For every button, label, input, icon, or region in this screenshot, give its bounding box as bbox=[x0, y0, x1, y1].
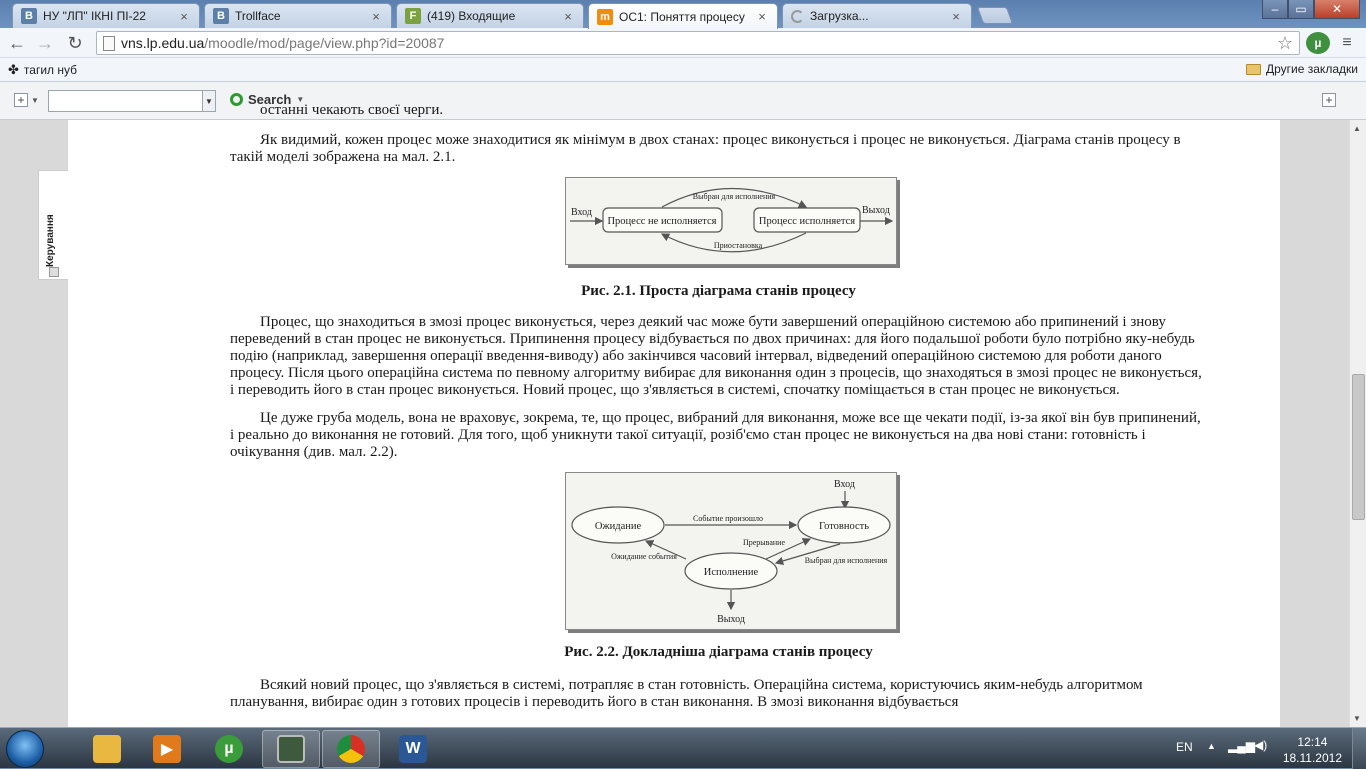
folder-icon bbox=[1246, 64, 1261, 75]
back-button[interactable]: ← bbox=[8, 32, 26, 53]
restore-button[interactable]: ▭ bbox=[1288, 0, 1314, 19]
taskbar-app-monitor[interactable] bbox=[262, 730, 320, 768]
new-tab-button[interactable] bbox=[977, 7, 1013, 24]
scroll-up-arrow[interactable]: ▲ bbox=[1353, 124, 1361, 133]
taskbar-app-media[interactable] bbox=[138, 730, 196, 768]
volume-icon[interactable]: ◀) bbox=[1254, 738, 1268, 752]
address-bar[interactable] bbox=[96, 31, 1300, 55]
bookmark-label: тагил нуб bbox=[23, 63, 77, 77]
moodle-icon: m bbox=[597, 9, 613, 25]
fig1-pause-label: Приостановка bbox=[713, 241, 763, 250]
side-block-tab[interactable] bbox=[38, 170, 68, 280]
fig2-event-label: Событие произошло bbox=[693, 514, 763, 523]
page-icon bbox=[103, 36, 115, 51]
tab-title: (419) Входящие bbox=[427, 9, 516, 23]
wrench-menu-icon[interactable]: ≡ bbox=[1342, 34, 1352, 51]
figure-frame bbox=[565, 472, 897, 630]
close-icon[interactable]: × bbox=[372, 8, 380, 24]
tab-title: Загрузка... bbox=[810, 9, 869, 23]
utorrent-icon: µ bbox=[215, 735, 243, 763]
fig2-interrupt-label: Прерывание bbox=[742, 538, 786, 547]
fig1-state-not-running-label: Процесс не исполняется bbox=[607, 216, 717, 227]
caption-2-1: Рис. 2.1. Проста діаграма станів процесу bbox=[581, 283, 856, 299]
cut-paragraph: останні чекають своєї черги. bbox=[260, 102, 444, 118]
forward-button[interactable]: → bbox=[36, 32, 54, 53]
windows-taskbar bbox=[0, 727, 1366, 768]
add-button[interactable]: + bbox=[14, 93, 28, 107]
add-button-right[interactable]: + bbox=[1322, 93, 1336, 107]
figure-2-2 bbox=[230, 472, 1207, 636]
other-bookmarks[interactable] bbox=[1246, 62, 1358, 76]
url-path: /moodle/mod/page/view.php?id=20087 bbox=[204, 35, 445, 51]
utorrent-extension-icon[interactable]: µ bbox=[1306, 32, 1330, 54]
fig2-state-ready-label: Готовность bbox=[818, 521, 870, 532]
tray-expand-icon[interactable]: ▲ bbox=[1207, 741, 1216, 751]
bookmark-label: Другие закладки bbox=[1266, 62, 1358, 76]
language-indicator[interactable]: EN bbox=[1176, 740, 1193, 754]
close-icon[interactable]: × bbox=[758, 9, 766, 24]
fig2-state-waiting-label: Ожидание bbox=[594, 521, 642, 532]
show-desktop-button[interactable] bbox=[1352, 728, 1366, 769]
reload-button[interactable]: ↻ bbox=[67, 32, 83, 53]
close-icon[interactable]: × bbox=[564, 8, 572, 24]
chrome-icon bbox=[337, 735, 365, 763]
tab-title: Trollface bbox=[235, 9, 281, 23]
fig1-dispatch-label: Выбран для исполнения bbox=[692, 192, 776, 201]
search-input[interactable] bbox=[48, 90, 204, 112]
tab-inbox[interactable] bbox=[396, 3, 584, 28]
tab-loading[interactable] bbox=[782, 3, 972, 28]
scroll-thumb[interactable] bbox=[1352, 374, 1365, 520]
tab-os1-active[interactable] bbox=[588, 3, 778, 29]
fig1-output-label: Выход bbox=[862, 205, 890, 216]
browser-toolbar bbox=[0, 28, 1366, 58]
monitor-icon bbox=[277, 735, 305, 763]
search-dropdown-button[interactable]: ▼ bbox=[202, 90, 216, 112]
puzzle-icon: ✤ bbox=[8, 62, 19, 77]
paragraph-3: Це дуже груба модель, вона не враховує, зокрема, те, що процес, вибраний для виконання, може все ще чекати події, із-за якої він був припинений, і реально до виконання не готовий. Для того, щоб уникнути такої ситуації, розіб'ємо стан процес не виконується на два нові стани: готовність і очікування (див. мал. 2.2). bbox=[230, 410, 1201, 460]
tab-strip bbox=[0, 0, 1366, 28]
paragraph-2: Процес, що знаходиться в змозі процес виконується, через деякий час може бути завершений операційною системою або припинений і знову переведений в стан процес не виконується. Припинення процесу відбувається по двох причинах: для його подальшої роботи було потрібно яку-небудь подію (наприклад, завершення операції введення-виводу) або закінчився часовий інтервал, відведений операційною системою для роботи даного процесу. Після цього операційна система по певному алгоритму вибирає для виконання один з процесів, що знаходяться в змозі процес не виконується, і переводить його в стан процес виконується. Новий процес, що з'являється в системі, спочатку поміщається в стан процес не виконується. bbox=[230, 314, 1202, 398]
close-icon[interactable]: × bbox=[180, 8, 188, 24]
clock[interactable] bbox=[1283, 734, 1342, 766]
close-icon[interactable]: × bbox=[952, 8, 960, 24]
page-scrollbar[interactable] bbox=[1349, 120, 1366, 727]
bookmark-tagil[interactable] bbox=[8, 62, 77, 78]
network-icon[interactable]: ▂▄▆ bbox=[1228, 739, 1255, 753]
state-diagram-simple bbox=[566, 178, 896, 264]
chevron-down-icon: ▼ bbox=[296, 95, 305, 104]
taskbar-app-utorrent[interactable] bbox=[200, 730, 258, 768]
taskbar-app-word[interactable] bbox=[384, 730, 442, 768]
loading-spinner-icon bbox=[791, 10, 804, 23]
media-player-icon: ▶ bbox=[153, 735, 181, 763]
fig2-output-label: Выход bbox=[717, 614, 745, 625]
minimize-button[interactable]: – bbox=[1262, 0, 1288, 19]
close-window-button[interactable]: ✕ bbox=[1314, 0, 1360, 19]
clock-time: 12:14 bbox=[1297, 735, 1328, 749]
taskbar-app-explorer[interactable] bbox=[78, 730, 136, 768]
scroll-down-arrow[interactable]: ▼ bbox=[1353, 714, 1361, 723]
tab-title: ОС1: Поняття процесу bbox=[619, 9, 745, 24]
fig1-input-label: Вход bbox=[571, 207, 592, 218]
paragraph-4: Всякий новий процес, що з'являється в системі, потрапляє в стан готовність. Операційна система, користуючись яким-небудь алгоритмом планування, вибирає один з готових процесів і переводить його в стан виконання. В змозі виконання відбувається bbox=[230, 677, 1143, 710]
page-content bbox=[230, 102, 1207, 722]
tab-nu-lp[interactable] bbox=[12, 3, 200, 28]
bookmark-star-icon[interactable]: ☆ bbox=[1276, 33, 1293, 53]
figure-frame bbox=[565, 177, 897, 265]
taskbar-app-chrome[interactable] bbox=[322, 730, 380, 768]
start-button[interactable] bbox=[6, 730, 44, 768]
fig1-state-running-label: Процесс исполняется bbox=[758, 216, 856, 227]
clock-date: 18.11.2012 bbox=[1282, 751, 1342, 765]
fig2-input-label: Вход bbox=[834, 479, 855, 490]
vk-icon: B bbox=[213, 8, 229, 24]
caption-2-2: Рис. 2.2. Докладніша діаграма станів процесу bbox=[564, 644, 873, 660]
fig2-wait-event-label: Ожидание события bbox=[611, 552, 677, 561]
fig2-state-running-label: Исполнение bbox=[703, 567, 759, 578]
dock-icon[interactable] bbox=[49, 267, 59, 277]
url-host: vns.lp.edu.ua bbox=[121, 35, 205, 51]
chevron-down-icon[interactable]: ▼ bbox=[31, 96, 39, 105]
vk-icon: B bbox=[21, 8, 37, 24]
paragraph-1: Як видимий, кожен процес може знаходитися як мінімум в двох станах: процес виконується і процес не виконується. Діаграма станів процесу в такій моделі зображена на мал. 2.1. bbox=[230, 132, 1181, 165]
tab-title: НУ "ЛП" ІКНІ ПІ-22 bbox=[43, 9, 146, 23]
feedly-icon: F bbox=[405, 8, 421, 24]
figure-2-1 bbox=[230, 177, 1207, 273]
folder-icon bbox=[93, 735, 121, 763]
fig2-dispatch-label: Выбран для исполнения bbox=[804, 556, 888, 565]
search-label: Search bbox=[248, 92, 292, 107]
page-viewport bbox=[0, 102, 1366, 727]
side-block-label: Керування bbox=[45, 214, 56, 267]
bookmarks-bar bbox=[0, 58, 1366, 82]
state-diagram-detailed bbox=[566, 473, 896, 629]
word-icon: W bbox=[399, 735, 427, 763]
tab-trollface[interactable] bbox=[204, 3, 392, 28]
